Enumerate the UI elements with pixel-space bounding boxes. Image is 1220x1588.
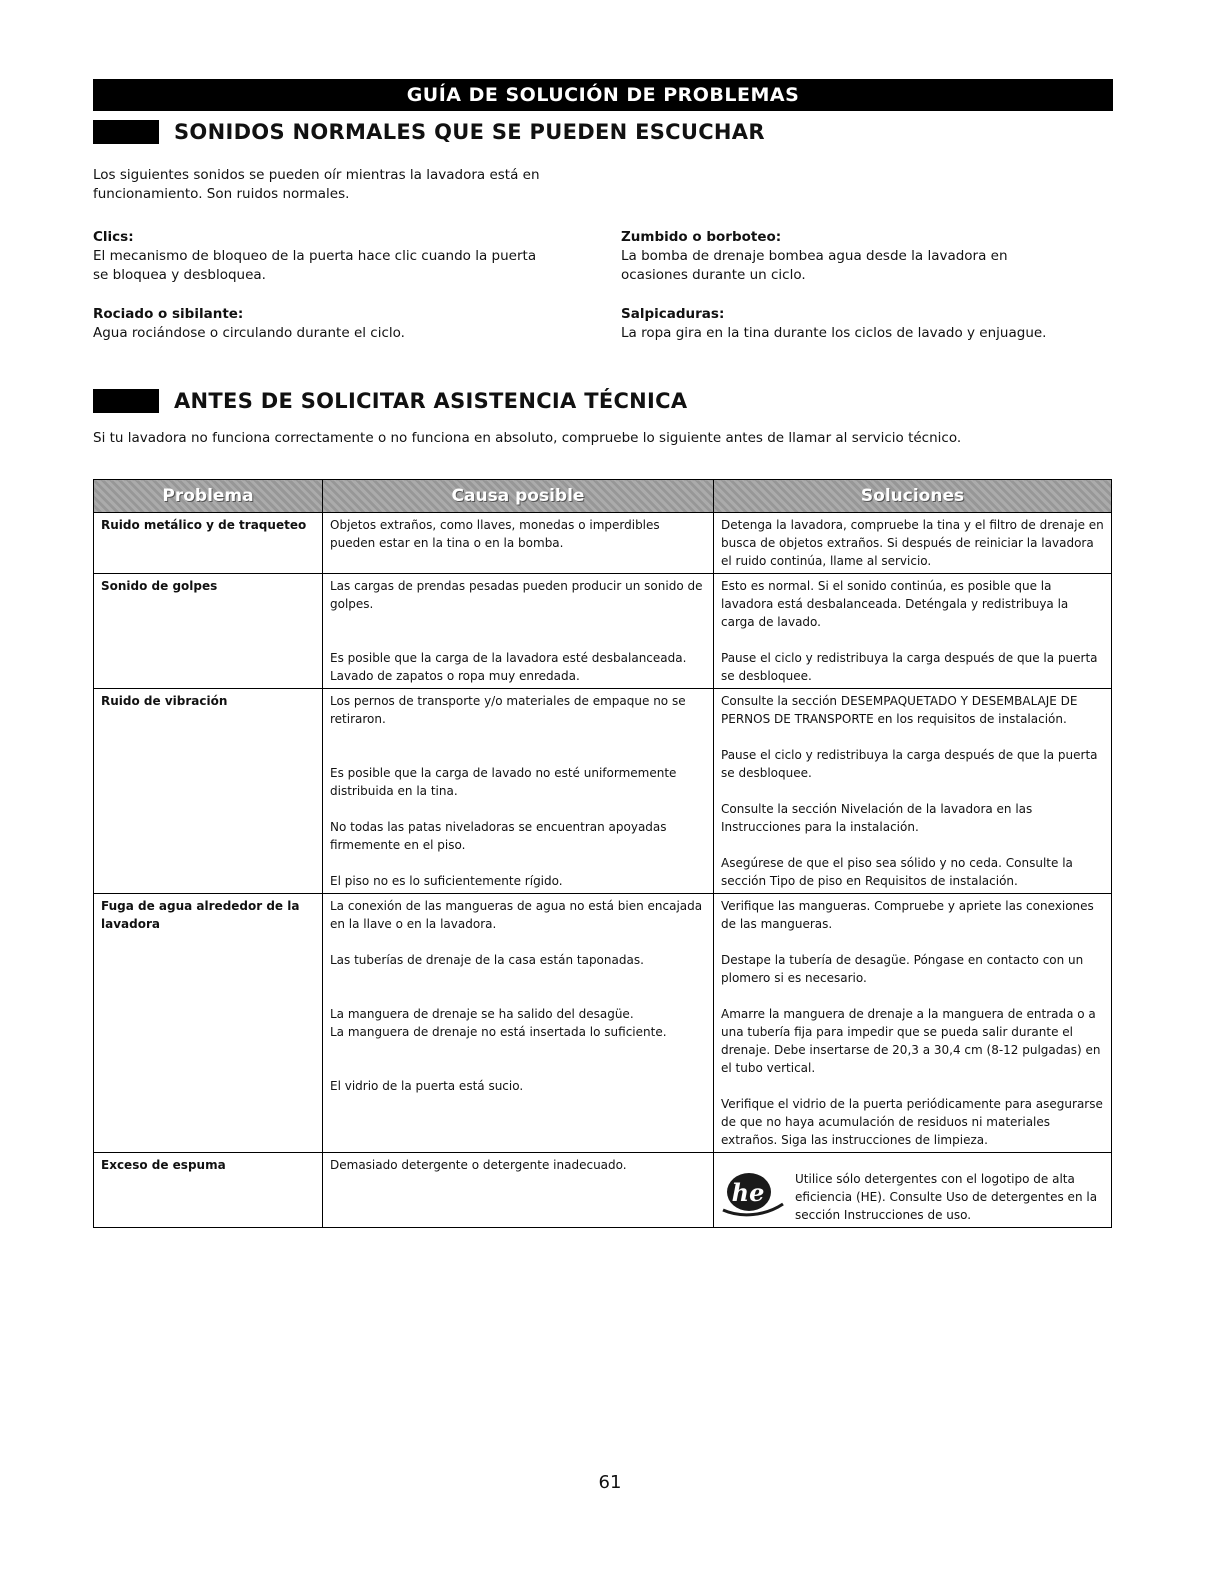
solution-cell: Esto es normal. Si el sonido continúa, es posible que la lavadora está desbalanceada. Deténgala y redistribuya la carga de lavado. Pause el ciclo y redistribuya la carga después de que la puerta se desbloquee.	[714, 574, 1112, 689]
table-row	[94, 574, 1112, 689]
solution-cell: he Utilice sólo detergentes con el logotipo de alta eficiencia (HE). Consulte Uso de detergentes en la sección Instrucciones de uso.	[714, 1153, 1112, 1228]
section-intro: Si tu lavadora no funciona correctamente o no funciona en absoluto, compruebe lo siguiente antes de llamar al servicio técnico.	[93, 430, 962, 446]
table-header-row	[94, 480, 1112, 513]
problem-cell: Exceso de espuma	[94, 1153, 323, 1228]
section-title: ANTES DE SOLICITAR ASISTENCIA TÉCNICA	[174, 389, 688, 413]
solution-cell: Detenga la lavadora, compruebe la tina y el filtro de drenaje en busca de objetos extraños. Si después de reiniciar la lavadora el ruido continúa, llame al servicio.	[714, 513, 1112, 574]
cause-cell: Los pernos de transporte y/o materiales de empaque no se retiraron. Es posible que la carga de lavado no esté uniformemente distribuida en la tina. No todas las patas niveladoras se encuentran apoyadas firmemente en el piso. El piso no es lo suficientemente rígido.	[323, 689, 714, 894]
sound-item-rociado: Rociado o sibilante: Agua rociándose o circulando durante el ciclo.	[93, 306, 405, 341]
cause-cell: Las cargas de prendas pesadas pueden producir un sonido de golpes. Es posible que la carga de la lavadora esté desbalanceada. Lavado de zapatos o ropa muy enredada.	[323, 574, 714, 689]
troubleshooting-table	[93, 479, 1112, 1228]
section-marker	[93, 389, 159, 413]
sound-item-salpicaduras: Salpicaduras: La ropa gira en la tina durante los ciclos de lavado y enjuague.	[621, 306, 1047, 341]
column-header-cause: Causa posible	[323, 480, 714, 513]
svg-text:he: he	[731, 1178, 765, 1207]
solution-cell: Verifique las mangueras. Compruebe y apriete las conexiones de las mangueras. Destape la tubería de desagüe. Póngase en contacto con un plomero si es necesario. Amarre la manguera de drenaje a la manguera de entrada o a una tubería fija para impedir que se pueda salir durante el drenaje. Debe insertarse de 20,3 a 30,4 cm (8-12 pulgadas) en el tubo vertical. Verifique el vidrio de la puerta periódicamente para asegurarse de que no haya acumulación de residuos ni materiales extraños. Siga las instrucciones de limpieza.	[714, 894, 1112, 1153]
table-row	[94, 1153, 1112, 1228]
page-banner: GUÍA DE SOLUCIÓN DE PROBLEMAS	[93, 79, 1113, 111]
column-header-solutions: Soluciones	[714, 480, 1112, 513]
section-header-technical-assistance	[93, 386, 687, 416]
page-number: 61	[598, 1472, 622, 1493]
sound-item-zumbido: Zumbido o borboteo: La bomba de drenaje bombea agua desde la lavadora en ocasiones durante un ciclo.	[621, 229, 1008, 283]
cause-cell: Objetos extraños, como llaves, monedas o imperdibles pueden estar en la tina o en la bomba.	[323, 513, 714, 574]
section-header-normal-sounds	[93, 117, 765, 147]
cause-cell: Demasiado detergente o detergente inadecuado.	[323, 1153, 714, 1228]
column-header-problem: Problema	[94, 480, 323, 513]
section-intro: Los siguientes sonidos se pueden oír mientras la lavadora está en funcionamiento. Son ruidos normales.	[93, 167, 540, 202]
sound-item-clics: Clics: El mecanismo de bloqueo de la puerta hace clic cuando la puerta se bloquea y desbloquea.	[93, 229, 537, 283]
section-marker	[93, 120, 159, 144]
he-logo-icon	[721, 1170, 785, 1218]
table-row	[94, 689, 1112, 894]
problem-cell: Ruido de vibración	[94, 689, 323, 894]
problem-cell: Fuga de agua alrededor de la lavadora	[94, 894, 323, 1153]
section-title: SONIDOS NORMALES QUE SE PUEDEN ESCUCHAR	[174, 120, 765, 144]
table-row	[94, 894, 1112, 1153]
table-row	[94, 513, 1112, 574]
cause-cell: La conexión de las mangueras de agua no está bien encajada en la llave o en la lavadora. Las tuberías de drenaje de la casa están taponadas. La manguera de drenaje se ha salido del desagüe. La manguera de drenaje no está insertada lo suficiente. El vidrio de la puerta está sucio.	[323, 894, 714, 1153]
solution-cell: Consulte la sección DESEMPAQUETADO Y DESEMBALAJE DE PERNOS DE TRANSPORTE en los requisitos de instalación. Pause el ciclo y redistribuya la carga después de que la puerta se desbloquee. Consulte la sección Nivelación de la lavadora en las Instrucciones para la instalación. Asegúrese de que el piso sea sólido y no ceda. Consulte la sección Tipo de piso en Requisitos de instalación.	[714, 689, 1112, 894]
problem-cell: Sonido de golpes	[94, 574, 323, 689]
problem-cell: Ruido metálico y de traqueteo	[94, 513, 323, 574]
